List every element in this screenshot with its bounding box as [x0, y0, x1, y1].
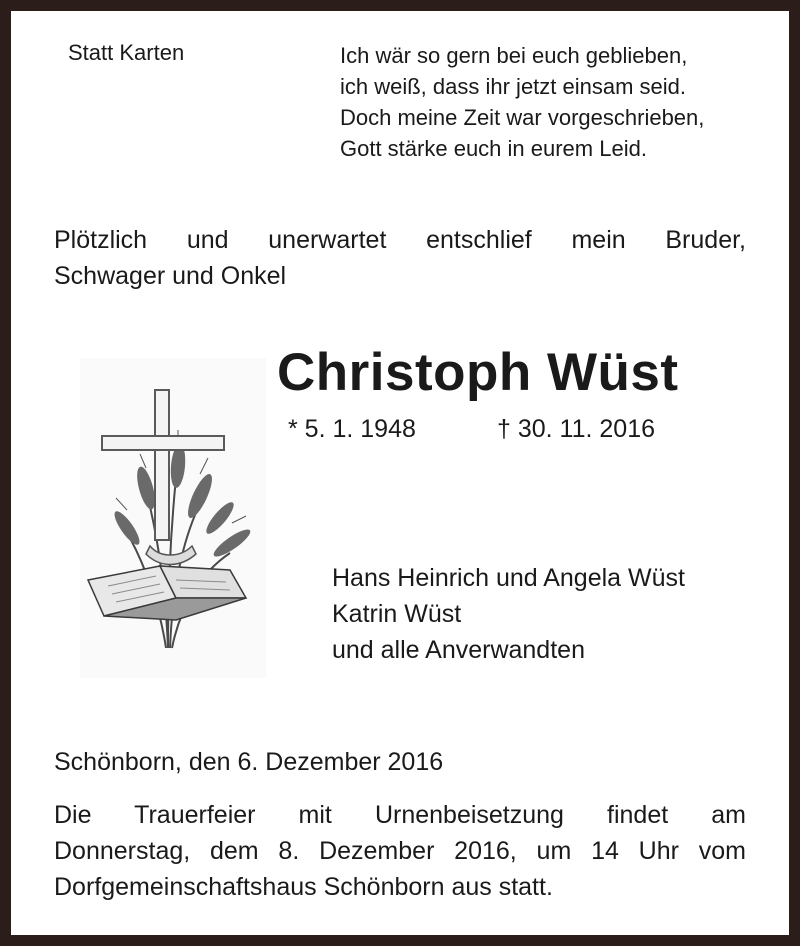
- funeral-notice: [54, 797, 746, 905]
- family-member: und alle Anverwandten: [332, 636, 585, 664]
- verse-line: Doch meine Zeit war vorgeschrieben,: [340, 105, 705, 130]
- verse-line: ich weiß, dass ihr jetzt einsam seid.: [340, 74, 687, 99]
- birth-date: * 5. 1. 1948: [288, 415, 416, 443]
- verse-line: Gott stärke euch in eurem Leid.: [340, 136, 647, 161]
- death-date: † 30. 11. 2016: [497, 415, 656, 443]
- verse-line: Ich wär so gern bei euch geblieben,: [340, 43, 688, 68]
- intro-text: [54, 222, 746, 294]
- notice-line: Dorfgemeinschaftshaus Schönborn aus statt.: [54, 873, 553, 901]
- notice-line: Donnerstag, dem 8. Dezember 2016, um 14 Uhr vom: [54, 837, 746, 865]
- family-member: Hans Heinrich und Angela Wüst: [332, 564, 685, 592]
- verse: [340, 40, 704, 164]
- intro-line: Plötzlich und unerwartet entschlief mein Bruder,: [54, 226, 746, 254]
- family-member: Katrin Wüst: [332, 600, 462, 628]
- intro-line: Schwager und Onkel: [54, 262, 287, 290]
- statt-karten-note: Statt Karten: [68, 40, 185, 65]
- cross-wheat-bible-icon: [80, 358, 266, 678]
- notice-line: Die Trauerfeier mit Urnenbeisetzung findet am: [54, 801, 746, 829]
- family-list: [332, 560, 685, 668]
- place-date: Schönborn, den 6. Dezember 2016: [54, 748, 444, 776]
- deceased-name: Christoph Wüst: [277, 343, 679, 402]
